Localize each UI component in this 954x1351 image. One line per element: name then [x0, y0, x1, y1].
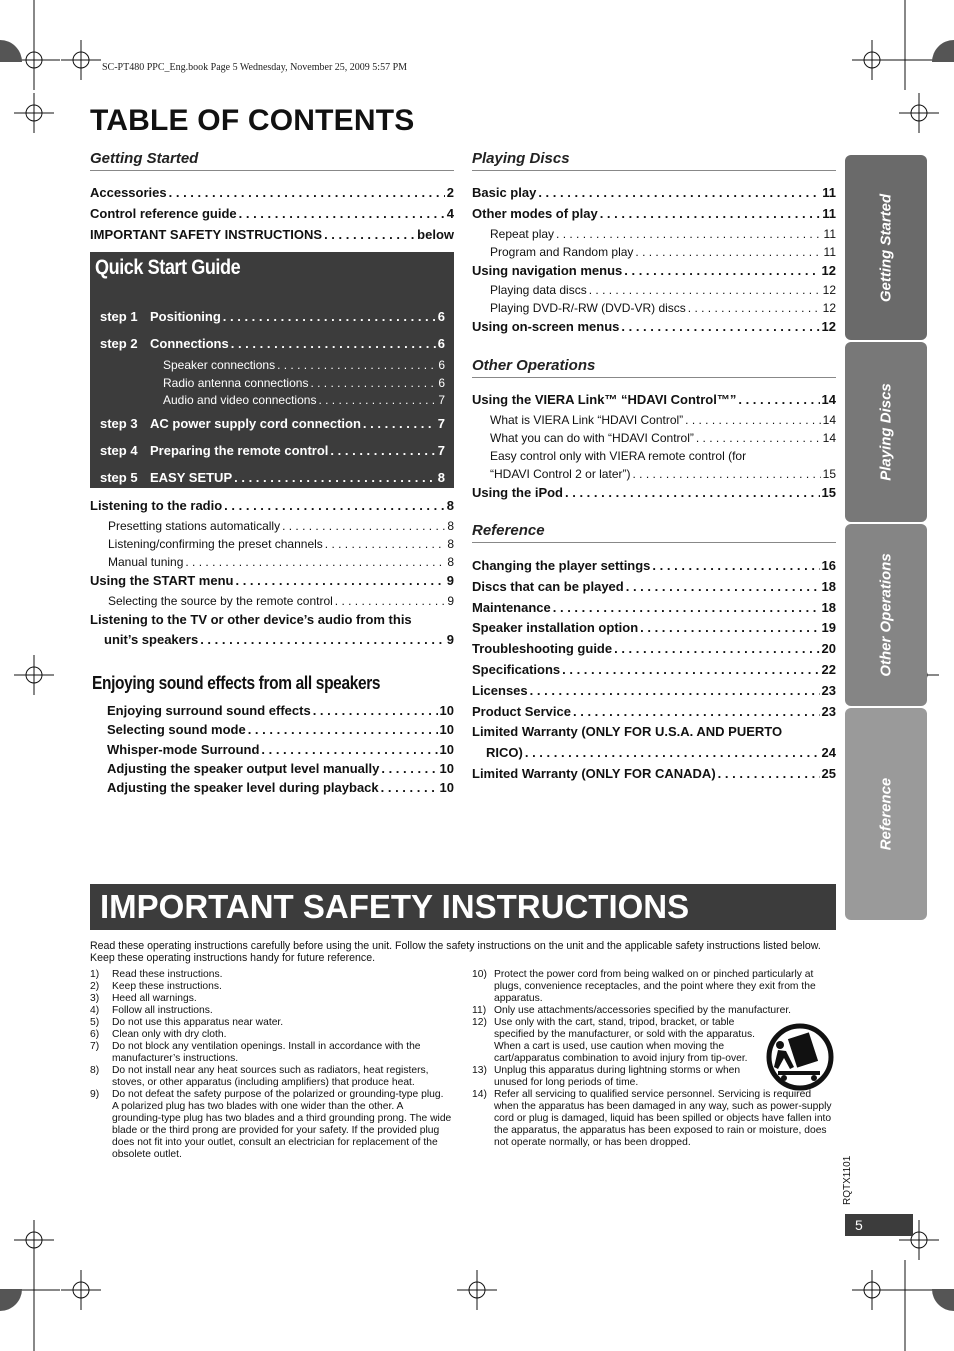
step-label: step 5 — [100, 469, 138, 485]
safety-item — [472, 969, 836, 1005]
safety-item-text: Read these instructions. — [112, 969, 223, 980]
toc-entry-label: Presetting stations automatically — [108, 518, 281, 533]
step-label: step 1 — [100, 309, 138, 324]
leader-dots — [626, 577, 820, 598]
toc-entry-label: Using the VIERA Link™ “HDAVI Control™” — [472, 392, 737, 407]
toc-entry[interactable] — [472, 618, 836, 639]
safety-item-text: Protect the power cord from being walked on or pinched particularly at plugs, convenience receptacles, and the point where they exit from the apparatus. — [494, 969, 816, 1004]
section-heading: Getting Started — [90, 150, 454, 171]
toc-entry-label: unit’s speakers — [104, 631, 199, 647]
toc-entry-label: Positioning — [150, 309, 221, 324]
toc-entry-label: Troubleshooting guide — [472, 641, 613, 657]
toc-entry-label: Licenses — [472, 682, 528, 698]
toc-entry[interactable] — [90, 610, 454, 630]
toc-entry[interactable] — [90, 496, 454, 517]
leader-dots — [381, 759, 437, 778]
toc-entry-page: 25 — [821, 765, 836, 781]
leader-dots — [200, 630, 445, 651]
toc-entry-label: Using on-screen menus — [472, 319, 620, 335]
leader-dots — [738, 390, 819, 411]
toc-entry-label: Audio and video connections — [163, 393, 317, 407]
toc-entry-page: 12 — [822, 283, 836, 298]
safety-item-text: Keep these instructions. — [112, 981, 222, 992]
leader-dots — [621, 317, 819, 338]
section-heading: Reference — [472, 522, 836, 543]
toc-entry[interactable] — [90, 204, 454, 225]
toc-entry-page: 22 — [821, 661, 836, 677]
toc-entry[interactable] — [472, 465, 836, 483]
step-label: step 3 — [100, 415, 138, 431]
tab-other-operations[interactable] — [845, 524, 927, 706]
toc-entry-page: 2 — [446, 185, 454, 200]
leader-dots — [223, 303, 436, 330]
safety-item — [90, 993, 452, 1005]
quick-start-title: Quick Start Guide — [95, 256, 241, 279]
safety-item-text: Clean only with dry cloth. — [112, 1029, 227, 1040]
toc-entry-label: Changing the player settings — [472, 558, 651, 573]
section-heading: Other Operations — [472, 357, 836, 378]
toc-entry-label: Whisper-mode Surround — [107, 741, 260, 757]
leader-dots — [688, 299, 821, 317]
toc-entry[interactable] — [107, 720, 454, 739]
getting-started-list — [90, 183, 454, 245]
toc-entry-label: Radio antenna connections — [163, 375, 309, 390]
leader-dots — [589, 281, 821, 299]
toc-entry-page: 10 — [439, 760, 454, 776]
toc-entry[interactable] — [472, 299, 836, 317]
toc-entry[interactable] — [472, 447, 836, 465]
leader-dots — [234, 464, 436, 491]
toc-entry-page: 23 — [821, 682, 836, 698]
leader-dots — [632, 465, 820, 483]
toc-entry-page: 10 — [439, 741, 454, 757]
toc-entry[interactable] — [100, 330, 445, 357]
safety-item-text: Refer all servicing to qualified service personnel. Servicing is required when the apparatus has been damaged in any way, such as power-supply cord or plug is damaged, liquid has been spilled or objects have fallen into the apparatus, the apparatus has been exposed to rain or moisture, does not operate normally, or has been dropped. — [494, 1089, 832, 1148]
toc-entry-page: 14 — [822, 430, 836, 445]
document-code: RQTX1101 — [842, 1155, 853, 1205]
safety-item — [90, 1089, 452, 1161]
toc-entry-page: 19 — [821, 620, 836, 636]
toc-entry-label: Enjoying surround sound effects — [107, 703, 311, 718]
toc-entry-page: 8 — [447, 518, 454, 533]
leader-dots — [277, 357, 436, 375]
toc-entry-label: Control reference guide — [90, 205, 237, 221]
toc-entry-label: Speaker connections — [163, 358, 276, 372]
toc-entry[interactable] — [472, 556, 836, 577]
leader-dots — [652, 556, 819, 577]
toc-entry-page: 9 — [446, 631, 454, 647]
toc-entry-page: 14 — [822, 412, 836, 427]
leader-dots — [248, 720, 438, 739]
toc-entry[interactable] — [472, 243, 836, 261]
safety-item-text: Do not install near any heat sources such as radiators, heat registers, stoves, or other apparatus (including amplifiers) that produce heat. — [112, 1065, 429, 1088]
toc-entry-page: 9 — [446, 572, 454, 588]
toc-entry-label: Maintenance — [472, 599, 551, 615]
leader-dots — [640, 618, 819, 639]
safety-item-number: 2) — [90, 981, 100, 992]
toc-entry[interactable] — [472, 577, 836, 598]
playing-discs-list — [472, 183, 836, 338]
toc-entry-label: EASY SETUP — [150, 469, 233, 485]
safety-item-number: 1) — [90, 969, 100, 980]
toc-entry-label: Product Service — [472, 703, 571, 719]
enjoying-list — [107, 701, 454, 797]
leader-dots — [600, 204, 821, 225]
toc-entry[interactable] — [100, 410, 445, 437]
toc-entry-label: Listening/confirming the preset channels — [108, 536, 323, 551]
toc-entry-page: 10 — [439, 722, 454, 738]
toc-entry-label: Playing DVD-R/-RW (DVD-VR) discs — [490, 301, 686, 316]
toc-entry-label: Using the START menu — [90, 572, 234, 588]
leader-dots — [185, 553, 445, 571]
toc-entry-page: 8 — [447, 536, 454, 551]
leader-dots — [530, 681, 820, 702]
safety-item-number: 8) — [90, 1065, 100, 1076]
safety-item-text: Do not use this apparatus near water. — [112, 1017, 284, 1028]
toc-entry-label: Easy control only with VIERA remote control (for — [490, 448, 747, 463]
safety-item-number: 5) — [90, 1017, 100, 1028]
leader-dots — [525, 743, 820, 764]
toc-entry-page: 12 — [821, 319, 836, 335]
toc-entry[interactable] — [472, 702, 836, 723]
toc-entry[interactable] — [472, 681, 836, 702]
toc-entry[interactable] — [90, 553, 454, 571]
leader-dots — [363, 410, 436, 437]
leader-dots — [310, 375, 436, 393]
toc-entry-page: 6 — [438, 358, 445, 372]
leader-dots — [231, 330, 436, 357]
toc-entry-page: 11 — [823, 244, 836, 259]
leader-dots — [239, 204, 445, 225]
toc-entry[interactable] — [90, 571, 454, 592]
toc-entry-label: Manual tuning — [108, 554, 184, 569]
tab-getting-started[interactable] — [845, 155, 927, 340]
toc-entry[interactable] — [472, 390, 836, 411]
toc-entry[interactable] — [472, 483, 836, 504]
leader-dots — [169, 183, 445, 204]
toc-entry-label: Program and Random play — [490, 244, 634, 259]
leader-dots — [335, 592, 446, 610]
toc-entry[interactable] — [100, 392, 445, 410]
cart-warning-icon — [764, 1023, 836, 1091]
toc-entry[interactable] — [472, 429, 836, 447]
toc-entry-label: IMPORTANT SAFETY INSTRUCTIONS — [90, 226, 323, 242]
toc-entry[interactable] — [472, 317, 836, 338]
toc-entry-page: 7 — [438, 393, 445, 407]
toc-entry[interactable] — [472, 204, 836, 225]
other-operations-section — [472, 357, 836, 378]
other-operations-list — [472, 390, 836, 504]
toc-title: TABLE OF CONTENTS — [90, 104, 415, 137]
leader-dots — [381, 778, 438, 797]
toc-entry-label: Adjusting the speaker output level manually — [107, 760, 380, 776]
toc-entry-label: Speaker installation option — [472, 620, 639, 636]
toc-entry[interactable] — [472, 183, 836, 204]
toc-entry-page: 10 — [439, 780, 454, 796]
safety-item — [472, 1005, 836, 1017]
leader-dots — [696, 429, 821, 447]
left-toc-list — [90, 496, 454, 650]
tab-label: Playing Discs — [877, 383, 895, 481]
leader-dots — [324, 225, 415, 246]
playing-discs-section — [472, 150, 836, 171]
toc-entry-page: 9 — [447, 593, 454, 608]
safety-item-number: 7) — [90, 1041, 100, 1052]
leader-dots — [330, 437, 435, 464]
toc-entry[interactable] — [90, 535, 454, 553]
leader-dots — [573, 702, 820, 723]
leader-dots — [614, 639, 819, 660]
toc-entry-label: Using navigation menus — [472, 262, 623, 278]
toc-entry-page: 12 — [821, 262, 836, 278]
leader-dots — [325, 535, 446, 553]
toc-entry-page: 12 — [822, 301, 836, 316]
toc-entry-page: 11 — [823, 226, 836, 241]
step-label: step 4 — [100, 442, 138, 458]
toc-entry-page: 18 — [821, 578, 836, 594]
toc-entry-page: 6 — [437, 309, 445, 324]
toc-entry[interactable] — [90, 630, 454, 651]
enjoying-title: Enjoying sound effects from all speakers — [92, 673, 381, 693]
toc-entry-label: Listening to the radio — [90, 498, 223, 513]
leader-dots — [224, 496, 445, 517]
toc-entry-page: 15 — [822, 466, 836, 481]
toc-entry-label: AC power supply cord connection — [150, 415, 361, 431]
toc-entry-page: 4 — [446, 205, 454, 221]
print-header: SC-PT480 PPC_Eng.book Page 5 Wednesday, November 25, 2009 5:57 PM — [102, 62, 408, 73]
safety-item — [90, 1041, 452, 1065]
tab-reference[interactable] — [845, 708, 927, 920]
safety-item-number: 13) — [472, 1065, 487, 1076]
toc-entry-page: 24 — [821, 745, 836, 761]
toc-entry[interactable] — [107, 740, 454, 759]
toc-entry[interactable] — [472, 411, 836, 429]
toc-entry[interactable] — [100, 357, 445, 375]
step-label: step 2 — [100, 336, 138, 351]
safety-list-left — [90, 969, 452, 1161]
safety-item-text: Do not defeat the safety purpose of the polarized or grounding-type plug. A polarized plug has two blades with one wider than the other. A grounding-type plug has two blades and a third grounding prong. The wide blade or the third prong are provided for your safety. If the provided plug does not fit into your outlet, consult an electrician for replacement of the obsolete outlet. — [112, 1089, 452, 1160]
toc-entry-label: Repeat play — [490, 226, 555, 241]
toc-entry[interactable] — [90, 183, 454, 204]
toc-entry[interactable] — [472, 764, 836, 785]
safety-item — [90, 1005, 452, 1017]
leader-dots — [235, 571, 444, 592]
toc-entry-page: below — [417, 226, 454, 242]
leader-dots — [685, 411, 820, 429]
leader-dots — [553, 598, 820, 619]
safety-item — [90, 969, 452, 981]
toc-entry-page: 7 — [437, 442, 445, 458]
safety-item-number: 6) — [90, 1029, 100, 1040]
safety-item — [90, 1017, 452, 1029]
toc-entry[interactable] — [90, 592, 454, 610]
safety-item — [90, 981, 452, 993]
leader-dots — [556, 225, 821, 243]
toc-entry-label: Selecting the source by the remote control — [108, 593, 333, 608]
safety-item-text: Unplug this apparatus during lightning storms or when unused for long periods of time. — [494, 1065, 741, 1088]
toc-entry[interactable] — [472, 722, 836, 743]
safety-item-text: Use only with the cart, stand, tripod, bracket, or table specified by the manufacturer, or sold with the apparatus. When a cart is used, use caution when moving the cart/apparatus combination to avoid injury from tip-over. — [494, 1017, 756, 1064]
safety-item — [472, 1089, 836, 1149]
toc-entry-label: “HDAVI Control 2 or later”) — [490, 466, 631, 481]
toc-entry-page: 14 — [821, 392, 836, 407]
toc-entry-label: Connections — [150, 336, 229, 351]
toc-entry-page: 23 — [821, 703, 836, 719]
toc-entry-label: Preparing the remote control — [150, 442, 329, 458]
getting-started-section — [90, 150, 454, 171]
toc-entry-label: Listening to the TV or other device’s audio from this — [90, 611, 412, 627]
toc-entry-label: Accessories — [90, 185, 167, 200]
tab-label: Other Operations — [877, 553, 895, 677]
safety-item-text: Follow all instructions. — [112, 1005, 213, 1016]
leader-dots — [313, 701, 438, 720]
toc-entry[interactable] — [90, 517, 454, 535]
toc-entry[interactable] — [107, 778, 454, 797]
toc-entry[interactable] — [472, 598, 836, 619]
toc-entry-page: 18 — [821, 599, 836, 615]
toc-entry-label: What you can do with “HDAVI Control” — [490, 430, 694, 445]
reference-section — [472, 522, 836, 543]
toc-entry[interactable] — [100, 303, 445, 330]
toc-entry-label: Discs that can be played — [472, 578, 624, 594]
toc-entry-page: 7 — [437, 415, 445, 431]
safety-item-text: Only use attachments/accessories specified by the manufacturer. — [494, 1005, 792, 1016]
toc-entry[interactable] — [472, 261, 836, 282]
safety-item-number: 3) — [90, 993, 100, 1004]
toc-entry[interactable] — [107, 759, 454, 778]
toc-entry-page: 11 — [822, 205, 836, 221]
leader-dots — [261, 740, 437, 759]
reference-list — [472, 556, 836, 785]
safety-intro: Read these operating instructions carefully before using the unit. Follow the safety instructions on the unit and the applicable safety instructions listed below. Keep these operating instructions handy for future reference. — [90, 940, 821, 965]
toc-entry-page: 15 — [821, 484, 836, 500]
toc-entry-label: Other modes of play — [472, 205, 598, 221]
toc-entry[interactable] — [100, 437, 445, 464]
leader-dots — [718, 764, 820, 785]
toc-entry[interactable] — [100, 464, 445, 491]
toc-entry-label: Adjusting the speaker level during playback — [107, 780, 379, 796]
section-heading: Playing Discs — [472, 150, 836, 171]
safety-item — [90, 1065, 452, 1089]
toc-entry-label: Using the iPod — [472, 484, 563, 500]
tab-playing-discs[interactable] — [845, 342, 927, 522]
safety-item — [90, 1029, 452, 1041]
page-number: 5 — [855, 1217, 863, 1233]
safety-item-number: 4) — [90, 1005, 100, 1016]
toc-entry[interactable] — [100, 375, 445, 393]
toc-entry-label: RICO) — [486, 745, 523, 761]
safety-item-number: 9) — [90, 1089, 100, 1100]
toc-entry-page: 8 — [447, 554, 454, 569]
leader-dots — [562, 660, 819, 681]
toc-entry-page: 8 — [446, 498, 454, 513]
toc-entry[interactable] — [472, 660, 836, 681]
toc-entry[interactable] — [472, 639, 836, 660]
leader-dots — [624, 261, 819, 282]
leader-dots — [635, 243, 821, 261]
toc-entry[interactable] — [472, 743, 836, 764]
leader-dots — [282, 517, 445, 535]
safety-title: IMPORTANT SAFETY INSTRUCTIONS — [100, 888, 690, 925]
leader-dots — [565, 483, 820, 504]
toc-entry-label: Specifications — [472, 661, 561, 677]
quick-start-list — [100, 303, 445, 491]
toc-entry[interactable] — [472, 281, 836, 299]
toc-entry-page: 6 — [438, 375, 445, 390]
toc-entry-label: What is VIERA Link “HDAVI Control” — [490, 412, 684, 427]
toc-entry-label: Limited Warranty (ONLY FOR CANADA) — [472, 765, 716, 781]
toc-entry[interactable] — [472, 225, 836, 243]
toc-entry-page: 6 — [437, 336, 445, 351]
toc-entry-label: Basic play — [472, 185, 537, 200]
toc-entry-label: Playing data discs — [490, 283, 587, 298]
safety-item-number: 14) — [472, 1089, 487, 1100]
toc-entry[interactable] — [107, 701, 454, 720]
safety-item-number: 11) — [472, 1005, 487, 1016]
toc-entry-page: 10 — [439, 703, 454, 718]
toc-entry[interactable] — [90, 225, 454, 246]
leader-dots — [318, 392, 436, 410]
toc-entry-page: 8 — [437, 469, 445, 485]
tab-label: Getting Started — [877, 193, 895, 302]
toc-entry-page: 20 — [821, 641, 836, 657]
tab-label: Reference — [877, 777, 895, 851]
toc-entry-page: 11 — [822, 185, 836, 200]
safety-item-number: 10) — [472, 969, 487, 980]
toc-entry-label: Selecting sound mode — [107, 722, 246, 738]
toc-entry-label: Limited Warranty (ONLY FOR U.S.A. AND PUERTO — [472, 724, 783, 740]
leader-dots — [538, 183, 820, 204]
toc-entry-page: 16 — [821, 558, 836, 573]
safety-item-number: 12) — [472, 1017, 487, 1028]
safety-item-text: Do not block any ventilation openings. Install in accordance with the manufacturer’s instructions. — [112, 1041, 421, 1064]
safety-item-text: Heed all warnings. — [112, 993, 197, 1004]
